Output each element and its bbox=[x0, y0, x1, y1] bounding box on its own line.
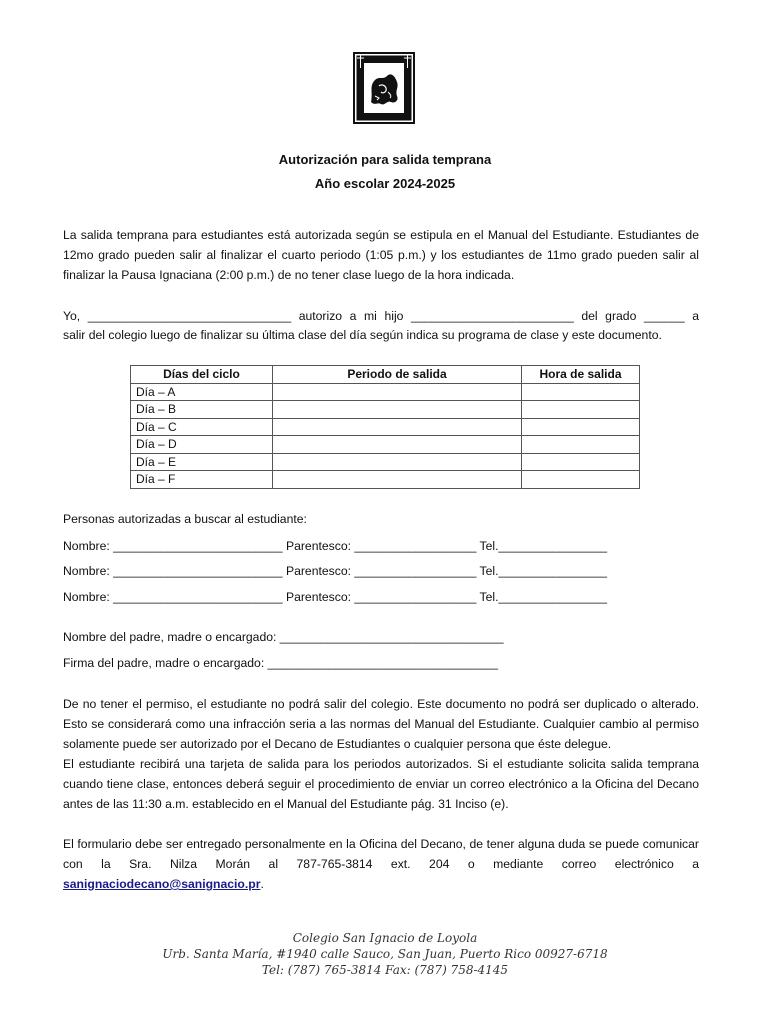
table-row bbox=[131, 436, 640, 454]
table-row bbox=[131, 418, 640, 436]
header-periodo-de-salida: Periodo de salida bbox=[273, 366, 522, 384]
school-seal-logo bbox=[353, 52, 415, 124]
authorized-person-line-2[interactable]: Nombre: _________________________ Parentesco: __________________ Tel.________________ bbox=[63, 564, 607, 578]
intro-paragraph: La salida temprana para estudiantes está autorizada según se estipula en el Manual del Estudiante. Estudiantes de 12mo grado pueden salir al finalizar el cuarto periodo (1:05 p.m.) y los estudiantes de 11mo grado pueden salir al finalizar la Pausa Ignaciana (2:00 p.m.) de no tener clase luego de la hora indicada. bbox=[63, 228, 699, 282]
parent-name-line[interactable]: Nombre del padre, madre o encargado: _________________________________ bbox=[63, 630, 504, 644]
row-day-label: Día – F bbox=[131, 471, 273, 489]
periodo-cell[interactable] bbox=[273, 471, 522, 489]
document-title: Autorización para salida temprana bbox=[278, 152, 492, 167]
periodo-cell[interactable] bbox=[273, 401, 522, 419]
table-row bbox=[131, 453, 640, 471]
authorized-person-line-3[interactable]: Nombre: _________________________ Parentesco: __________________ Tel.________________ bbox=[63, 590, 607, 604]
hora-cell[interactable] bbox=[522, 401, 640, 419]
table-row bbox=[131, 383, 640, 401]
table-row bbox=[131, 401, 640, 419]
periodo-cell[interactable] bbox=[273, 418, 522, 436]
hora-cell[interactable] bbox=[522, 471, 640, 489]
dean-email-link[interactable]: sanignaciodecano@sanignacio.pr bbox=[63, 877, 261, 891]
hora-cell[interactable] bbox=[522, 436, 640, 454]
contact-period: . bbox=[260, 877, 264, 891]
table-header-row bbox=[131, 366, 640, 384]
authorized-person-line-1[interactable]: Nombre: _________________________ Parentesco: __________________ Tel.________________ bbox=[63, 539, 607, 553]
parent-signature-line[interactable]: Firma del padre, madre o encargado: __________________________________ bbox=[63, 656, 499, 670]
hora-cell[interactable] bbox=[522, 453, 640, 471]
table-row bbox=[131, 471, 640, 489]
hora-cell[interactable] bbox=[522, 383, 640, 401]
schedule-table bbox=[130, 365, 640, 489]
periodo-cell[interactable] bbox=[273, 383, 522, 401]
header-dias-del-ciclo: Días del ciclo bbox=[131, 366, 273, 384]
contact-paragraph bbox=[63, 834, 699, 894]
authorization-line-2: salir del colegio luego de finalizar su última clase del día según indica su programa de clase y este documento. bbox=[63, 328, 662, 342]
hora-cell[interactable] bbox=[522, 418, 640, 436]
row-day-label: Día – A bbox=[131, 383, 273, 401]
notice-paragraph-1: De no tener el permiso, el estudiante no podrá salir del colegio. Este documento no podrá ser duplicado o alterado. Esto se considerará como una infracción seria a las normas del Manual del Estudiante. Cualquier cambio al permiso solamente puede ser autorizado por el Decano de Estudiantes o cualquier persona que éste delegue. bbox=[63, 697, 699, 751]
contact-text: El formulario debe ser entregado personalmente en la Oficina del Decano, de tener alguna duda se puede comunicar con la Sra. Nilza Morán al 787-765-3814 ext. 204 o mediante correo electrónico a bbox=[63, 837, 699, 871]
row-day-label: Día – B bbox=[131, 401, 273, 419]
notice-paragraph-2: El estudiante recibirá una tarjeta de salida para los periodos autorizados. Si el estudiante solicita salida temprana cuando tiene clase, entonces deberá seguir el procedimiento de enviar un correo electrónico a la Oficina del Decano antes de las 11:30 a.m. establecido en el Manual del Estudiante pág. 31 Inciso (e). bbox=[63, 757, 699, 811]
periodo-cell[interactable] bbox=[273, 436, 522, 454]
header-hora-de-salida: Hora de salida bbox=[522, 366, 640, 384]
footer-school-name: Colegio San Ignacio de Loyola bbox=[292, 931, 478, 945]
footer-phone-fax: Tel: (787) 765-3814 Fax: (787) 758-4145 bbox=[261, 963, 509, 977]
authorized-persons-heading: Personas autorizadas a buscar al estudiante: bbox=[63, 512, 307, 526]
school-year-subtitle: Año escolar 2024-2025 bbox=[314, 176, 456, 191]
authorization-line-1: Yo, ______________________________ autorizo a mi hijo ________________________ del grado ______ a bbox=[63, 309, 699, 323]
row-day-label: Día – D bbox=[131, 436, 273, 454]
row-day-label: Día – C bbox=[131, 418, 273, 436]
periodo-cell[interactable] bbox=[273, 453, 522, 471]
row-day-label: Día – E bbox=[131, 453, 273, 471]
footer-address: Urb. Santa María, #1940 calle Sauco, San Juan, Puerto Rico 00927-6718 bbox=[162, 947, 608, 961]
